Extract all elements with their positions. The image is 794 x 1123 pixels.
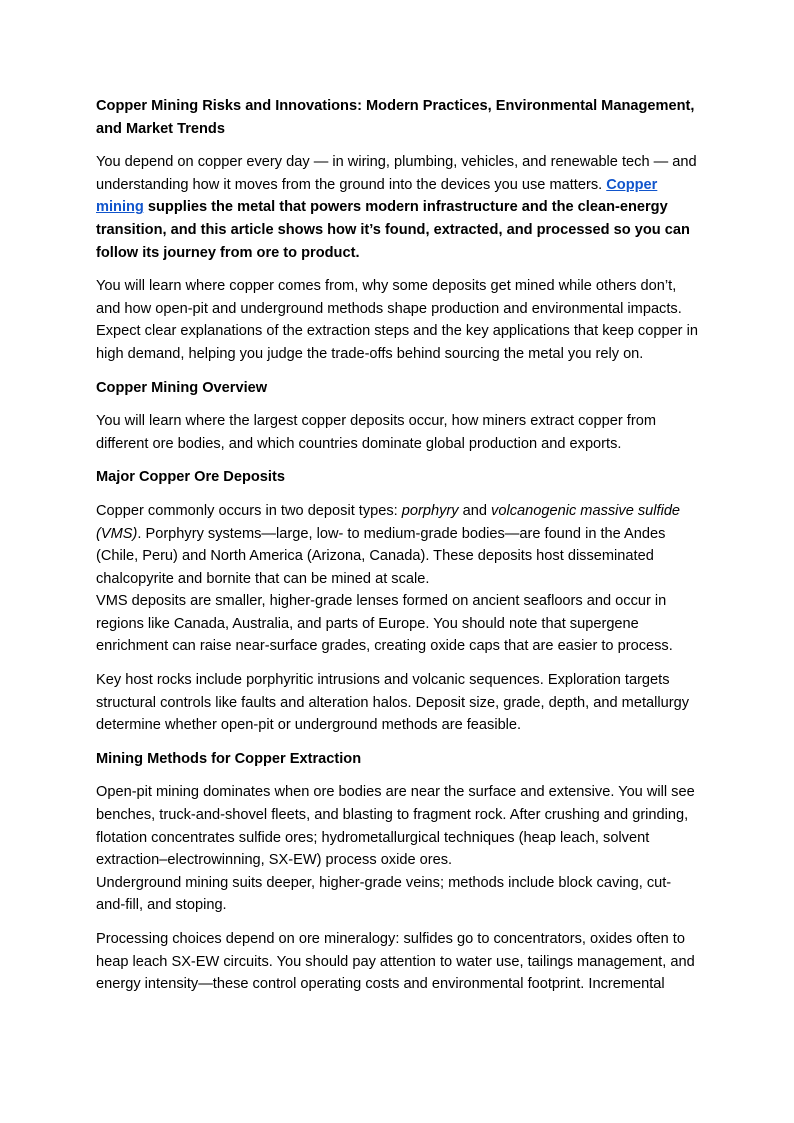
intro-text: You depend on copper every day — in wiring, plumbing, vehicles, and renewable tech — and understanding how it moves from the ground into the devices you use matters.: [96, 154, 697, 193]
heading-major-ore-deposits: Major Copper Ore Deposits: [96, 469, 285, 486]
deposit-term-vms: volcanogenic massive sulfide (VMS): [96, 502, 681, 542]
paragraph-what-you-learn: You will learn where copper comes from, why some deposits get mined while others don’t, and how open-pit and underground methods shape production and environmental impacts. Expect clear explanations of the extraction steps and the key applications that keep copper in high demand, helping you judge the trade-offs behind sourcing the metal you rely on.: [96, 278, 698, 362]
methods-open-pit-text: Open-pit mining dominates when ore bodies are near the surface and extensive. You will see benches, truck-and-shovel fleets, and blasting to fragment rock. After crushing and grinding, flotation concentrates sulfide ores; hydrometallurgical techniques (heap leach, solvent extraction–electrowinning, SX-EW) process oxide ores.: [96, 784, 695, 869]
deposit-text-a: Copper commonly occurs in two deposit types:: [96, 502, 402, 519]
intro-paragraph: [96, 151, 700, 264]
heading-copper-mining-overview: Copper Mining Overview: [96, 379, 268, 396]
paragraph-overview: You will learn where the largest copper deposits occur, how miners extract copper from different ore bodies, and which countries dominate global production and exports.: [96, 413, 656, 452]
intro-bold-text: supplies the metal that powers modern infrastructure and the clean-energy transition, and this article shows how it’s found, extracted, and processed so you can follow its journey from ore to product.: [96, 199, 690, 261]
document-page: [96, 95, 700, 1007]
deposit-term-porphyry: porphyry: [401, 502, 459, 519]
methods-underground-text: Underground mining suits deeper, higher-grade veins; methods include block caving, cut-and-fill, and stoping.: [96, 874, 672, 914]
paragraph-mining-methods: [96, 781, 700, 917]
paragraph-processing-choices: Processing choices depend on ore mineralogy: sulfides go to concentrators, oxides often to heap leach SX-EW circuits. You should pay attention to water use, tailings management, and energy intensity—these control operating costs and environmental footprint. Incremental: [96, 931, 695, 993]
article-title: Copper Mining Risks and Innovations: Modern Practices, Environmental Management, and Market Trends: [96, 98, 695, 137]
paragraph-deposit-types: [96, 500, 700, 658]
copper-mining-link[interactable]: Copper mining: [96, 176, 658, 216]
heading-mining-methods: Mining Methods for Copper Extraction: [96, 750, 362, 767]
deposit-text-c: . Porphyry systems—large, low- to medium-grade bodies—are found in the Andes (Chile, Peru) and North America (Arizona, Canada). These deposits host disseminated chalcopyrite and bornite that can be mined at scale.: [96, 525, 666, 587]
deposit-text-b: and: [458, 502, 492, 519]
paragraph-host-rocks: Key host rocks include porphyritic intrusions and volcanic sequences. Exploration targets structural controls like faults and alteration halos. Deposit size, grade, depth, and metallurgy determine whether open-pit or underground methods are feasible.: [96, 672, 689, 734]
deposit-text-vms-line: VMS deposits are smaller, higher-grade lenses formed on ancient seafloors and occur in regions like Canada, Australia, and parts of Europe. You should note that supergene enrichment can raise near-surface grades, creating oxide caps that are easier to process.: [96, 593, 673, 655]
